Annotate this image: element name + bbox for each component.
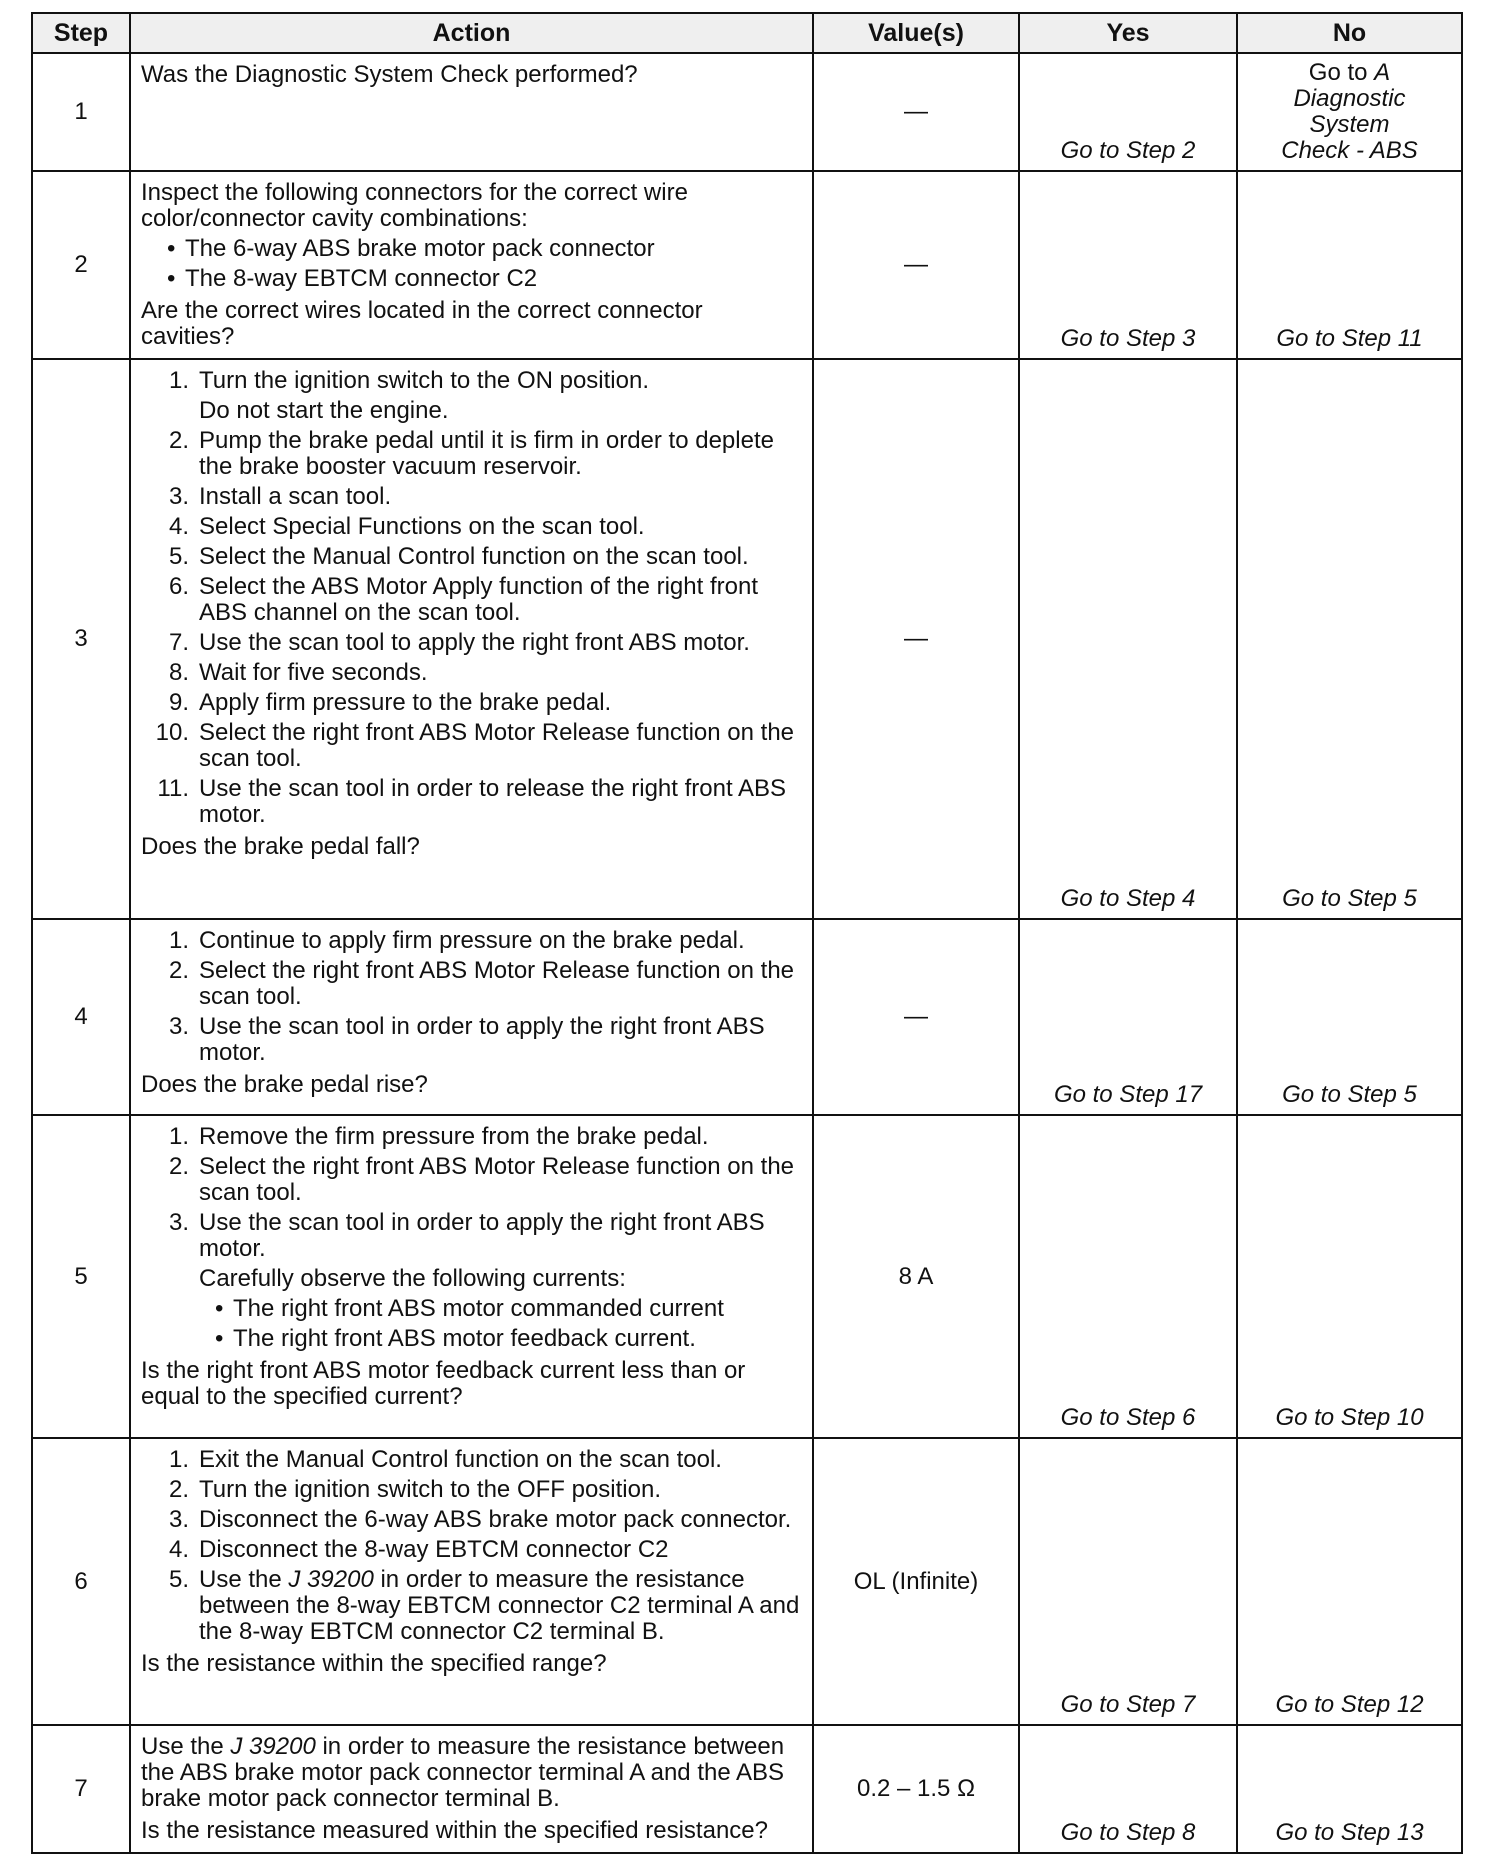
item-number: 10. — [155, 719, 189, 746]
action-question: Is the resistance within the specified range? — [141, 1650, 607, 1677]
action-question: Does the brake pedal rise? — [141, 1071, 428, 1098]
step-list — [141, 368, 802, 828]
value-cell: — — [813, 919, 1019, 1115]
list-item — [141, 236, 802, 262]
item-number: 1. — [168, 1446, 189, 1473]
step-number: 3 — [32, 359, 130, 919]
no-cell: Go to Step 5 — [1237, 919, 1462, 1115]
item-number: 3. — [168, 1013, 189, 1040]
step-number: 4 — [32, 919, 130, 1115]
step-number: 1 — [32, 53, 130, 171]
list-item — [141, 544, 802, 570]
step-number: 7 — [32, 1725, 130, 1853]
value-cell: — — [813, 171, 1019, 359]
list-item — [141, 1154, 802, 1206]
no-cell: Go to Step 10 — [1237, 1115, 1462, 1438]
action-cell — [130, 919, 813, 1115]
list-item — [141, 1567, 802, 1645]
value-cell: 0.2 – 1.5 Ω — [813, 1725, 1019, 1853]
list-item — [141, 1124, 802, 1150]
list-item — [141, 1210, 802, 1352]
table-row — [32, 53, 1462, 171]
step-list — [141, 1124, 802, 1352]
item-note: Carefully observe the following currents: — [199, 1265, 626, 1292]
item-number: 9. — [168, 689, 189, 716]
item-text: Wait for five seconds. — [199, 659, 428, 686]
action-intro: Inspect the following connectors for the correct wire color/connector cavity combinations: — [141, 179, 688, 232]
no-cell: Go to Step 12 — [1237, 1438, 1462, 1725]
item-text: Turn the ignition switch to the ON position. — [199, 367, 649, 394]
list-item — [141, 1507, 802, 1533]
list-item — [141, 1447, 802, 1473]
list-item — [141, 1537, 802, 1563]
list-item — [141, 1477, 802, 1503]
yes-cell: Go to Step 6 — [1019, 1115, 1237, 1438]
tool-reference: J 39200 — [288, 1566, 374, 1593]
action-question: Is the resistance measured within the specified resistance? — [141, 1817, 768, 1844]
item-note: Do not start the engine. — [199, 397, 449, 424]
table-row — [32, 171, 1462, 359]
action-intro-text: in order to measure the resistance between the ABS brake motor pack connector terminal A and the ABS brake motor pack connector terminal B. — [141, 1733, 785, 1812]
item-number: 3. — [168, 1209, 189, 1236]
no-cell: Go to Step 5 — [1237, 359, 1462, 919]
item-text: Pump the brake pedal until it is firm in order to deplete the brake booster vacuum reservoir. — [199, 427, 774, 480]
item-number: 4. — [168, 513, 189, 540]
action-cell — [130, 359, 813, 919]
item-text: Select Special Functions on the scan tool. — [199, 513, 645, 540]
list-item — [199, 1296, 802, 1322]
step-number: 5 — [32, 1115, 130, 1438]
step-number: 6 — [32, 1438, 130, 1725]
item-number: 6. — [168, 573, 189, 600]
list-item — [141, 690, 802, 716]
no-line: System — [1309, 111, 1390, 138]
item-number: 2. — [168, 1153, 189, 1180]
item-number: 5. — [168, 1566, 189, 1593]
bullet-icon: • — [215, 1325, 224, 1352]
no-cell: Go to Step 13 — [1237, 1725, 1462, 1853]
no-line: Diagnostic — [1293, 85, 1406, 112]
action-question: Are the correct wires located in the correct connector cavities? — [141, 297, 703, 350]
item-number: 2. — [168, 957, 189, 984]
item-number: 3. — [168, 483, 189, 510]
action-cell — [130, 1438, 813, 1725]
item-text: Use the scan tool in order to apply the right front ABS motor. — [199, 1209, 765, 1262]
action-cell — [130, 1115, 813, 1438]
item-text: Remove the firm pressure from the brake pedal. — [199, 1123, 709, 1150]
diagnostic-table — [31, 12, 1463, 1854]
bullet-icon: • — [215, 1295, 224, 1322]
yes-cell: Go to Step 8 — [1019, 1725, 1237, 1853]
yes-cell: Go to Step 4 — [1019, 359, 1237, 919]
header-action: Action — [130, 13, 813, 53]
bullet-icon: • — [167, 265, 176, 292]
header-step: Step — [32, 13, 130, 53]
item-text: Use the scan tool to apply the right front ABS motor. — [199, 629, 750, 656]
list-item-text: The right front ABS motor feedback current. — [233, 1325, 696, 1352]
action-question: Is the right front ABS motor feedback current less than or equal to the specified current? — [141, 1357, 746, 1410]
table-row — [32, 919, 1462, 1115]
item-number: 1. — [168, 927, 189, 954]
table-row — [32, 1115, 1462, 1438]
no-line: Check - ABS — [1281, 137, 1418, 164]
yes-cell: Go to Step 17 — [1019, 919, 1237, 1115]
item-text: Continue to apply firm pressure on the brake pedal. — [199, 927, 745, 954]
list-item — [141, 776, 802, 828]
item-text: Use the scan tool in order to release the right front ABS motor. — [199, 775, 786, 828]
step-list — [141, 928, 802, 1066]
item-number: 2. — [168, 427, 189, 454]
yes-cell: Go to Step 3 — [1019, 171, 1237, 359]
list-item — [199, 1326, 802, 1352]
list-item — [141, 428, 802, 480]
list-item — [141, 720, 802, 772]
item-number: 5. — [168, 543, 189, 570]
list-item-text: The 6-way ABS brake motor pack connector — [185, 235, 655, 262]
step-list — [141, 1447, 802, 1645]
item-text-prefix: Use the — [199, 1566, 289, 1593]
list-item-text: The right front ABS motor commanded current — [233, 1295, 724, 1322]
header-no: No — [1237, 13, 1462, 53]
value-cell: 8 A — [813, 1115, 1019, 1438]
bullet-list — [141, 236, 802, 292]
header-yes: Yes — [1019, 13, 1237, 53]
item-text: Select the ABS Motor Apply function of the right front ABS channel on the scan tool. — [199, 573, 758, 626]
table-row — [32, 359, 1462, 919]
list-item — [141, 514, 802, 540]
item-text: Exit the Manual Control function on the scan tool. — [199, 1446, 722, 1473]
action-intro-prefix: Use the — [141, 1733, 231, 1760]
header-row — [32, 13, 1462, 53]
list-item — [141, 574, 802, 626]
header-values: Value(s) — [813, 13, 1019, 53]
action-cell — [130, 1725, 813, 1853]
item-text: Disconnect the 6-way ABS brake motor pack connector. — [199, 1506, 792, 1533]
list-item — [141, 368, 802, 424]
no-cell: Go to Step 11 — [1237, 171, 1462, 359]
item-text: Install a scan tool. — [199, 483, 392, 510]
list-item — [141, 1014, 802, 1066]
value-cell: — — [813, 53, 1019, 171]
value-cell: — — [813, 359, 1019, 919]
item-number: 7. — [168, 629, 189, 656]
item-text: in order to measure the resistance between the 8-way EBTCM connector C2 terminal A and the 8-way EBTCM connector C2 terminal B. — [199, 1566, 800, 1645]
bullet-icon: • — [167, 235, 176, 262]
list-item — [141, 928, 802, 954]
action-question: Was the Diagnostic System Check performed? — [141, 61, 638, 88]
item-number: 11. — [157, 775, 189, 802]
yes-cell: Go to Step 7 — [1019, 1438, 1237, 1725]
action-intro — [141, 1734, 802, 1812]
no-line-prefix: Go to — [1308, 59, 1375, 86]
no-line — [1248, 60, 1451, 86]
action-question: Does the brake pedal fall? — [141, 833, 420, 860]
step-number: 2 — [32, 171, 130, 359]
no-cell — [1237, 53, 1462, 171]
item-text: Disconnect the 8-way EBTCM connector C2 — [199, 1536, 669, 1563]
yes-cell: Go to Step 2 — [1019, 53, 1237, 171]
item-text: Use the scan tool in order to apply the right front ABS motor. — [199, 1013, 765, 1066]
bullet-list — [199, 1296, 802, 1352]
no-line-link: A — [1374, 59, 1391, 86]
item-number: 2. — [168, 1476, 189, 1503]
tool-reference: J 39200 — [230, 1733, 316, 1760]
item-text: Select the right front ABS Motor Release function on the scan tool. — [199, 1153, 795, 1206]
list-item-text: The 8-way EBTCM connector C2 — [185, 265, 538, 292]
list-item — [141, 266, 802, 292]
item-text: Select the right front ABS Motor Release function on the scan tool. — [199, 957, 795, 1010]
action-cell — [130, 171, 813, 359]
item-number: 1. — [168, 1123, 189, 1150]
item-number: 8. — [168, 659, 189, 686]
item-text: Apply firm pressure to the brake pedal. — [199, 689, 612, 716]
list-item — [141, 630, 802, 656]
item-text: Turn the ignition switch to the OFF position. — [199, 1476, 661, 1503]
value-cell: OL (Infinite) — [813, 1438, 1019, 1725]
item-number: 4. — [168, 1536, 189, 1563]
list-item — [141, 660, 802, 686]
list-item — [141, 484, 802, 510]
action-cell — [130, 53, 813, 171]
item-text: Select the right front ABS Motor Release function on the scan tool. — [199, 719, 795, 772]
list-item — [141, 958, 802, 1010]
table-row — [32, 1438, 1462, 1725]
item-text: Select the Manual Control function on the scan tool. — [199, 543, 749, 570]
table-row — [32, 1725, 1462, 1853]
item-number: 1. — [168, 367, 189, 394]
item-number: 3. — [168, 1506, 189, 1533]
